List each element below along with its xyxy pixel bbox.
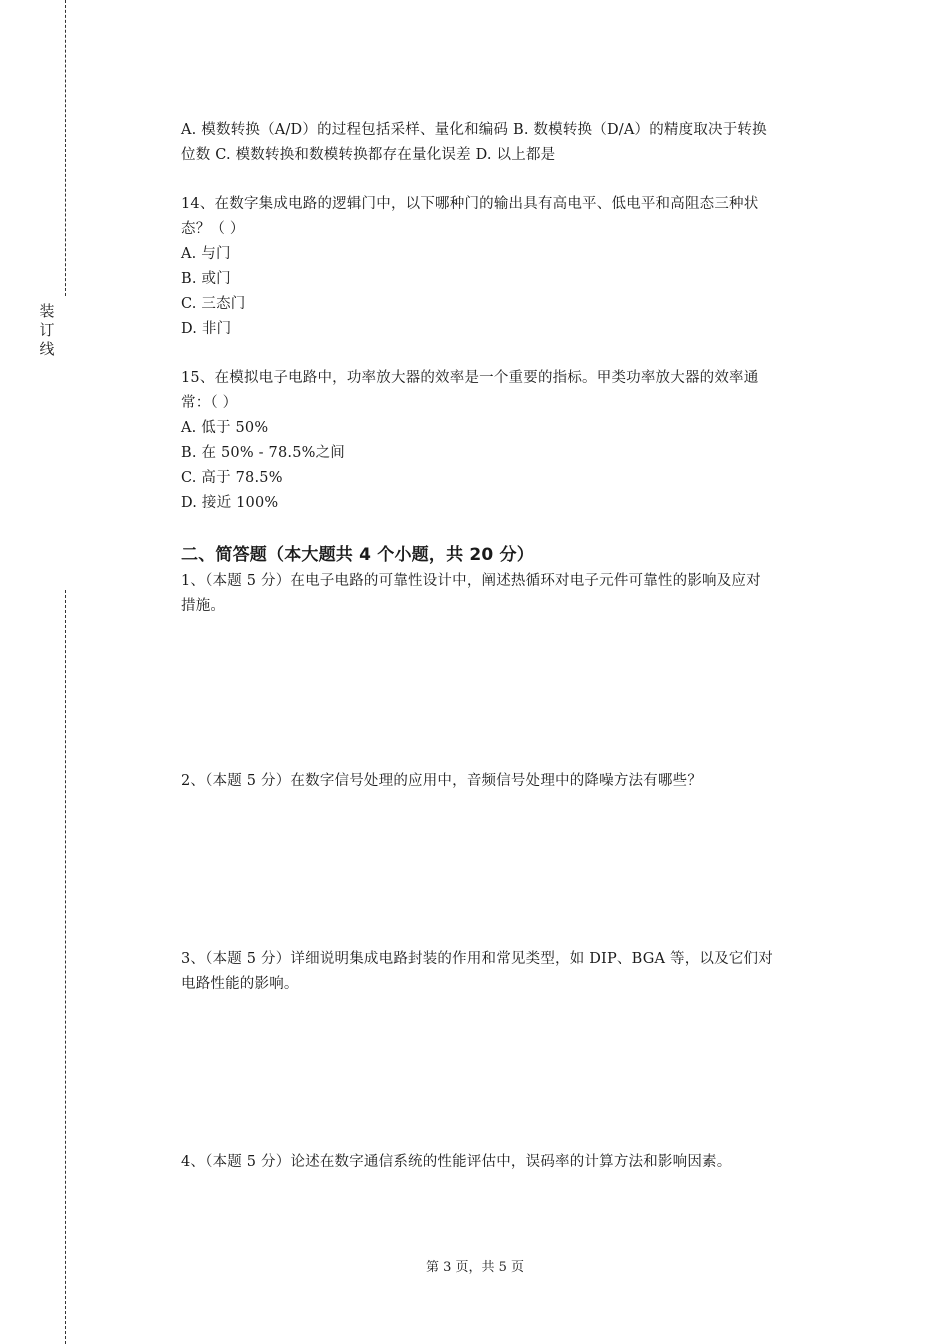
options-line: A. 模数转换（A/D）的过程包括采样、量化和编码 B. 数模转换（D/A）的精度取决于转换 [181, 122, 767, 138]
option-c: C. 高于 78.5% [181, 470, 283, 486]
question-stem: 4、（本题 5 分）论述在数字通信系统的性能评估中，误码率的计算方法和影响因素。 [181, 1154, 732, 1170]
question-stem: 常：（ ） [181, 395, 238, 411]
question-stem: 2、（本题 5 分）在数字信号处理的应用中，音频信号处理中的降噪方法有哪些？ [181, 773, 703, 789]
binding-dashed-line-bottom [65, 590, 66, 1344]
exam-content [181, 118, 841, 1175]
question-stem: 14、在数字集成电路的逻辑门中，以下哪种门的输出具有高电平、低电平和高阻态三种状 [181, 196, 759, 212]
answer-space [181, 997, 841, 1150]
option-b: B. 或门 [181, 271, 231, 287]
question-stem: 15、在模拟电子电路中，功率放大器的效率是一个重要的指标。甲类功率放大器的效率通 [181, 370, 759, 386]
binding-char: 装 [39, 302, 55, 320]
question-14 [181, 192, 841, 342]
question-stem: 措施。 [181, 598, 226, 614]
short-answer-question-4 [181, 1150, 841, 1175]
short-answer-question-1 [181, 569, 841, 619]
answer-space [181, 619, 841, 769]
section-title: 二、简答题（本大题共 4 个小题，共 20 分） [181, 545, 534, 565]
question-stem: 态？（ ） [181, 221, 245, 237]
option-a: A. 低于 50% [181, 420, 269, 436]
binding-char: 订 [39, 321, 55, 339]
binding-dashed-line-top [65, 0, 66, 296]
question-stem: 3、（本题 5 分）详细说明集成电路封装的作用和常见类型，如 DIP、BGA 等，以及它们对 [181, 951, 773, 967]
option-d: D. 接近 100% [181, 495, 279, 511]
binding-line-label [38, 302, 56, 359]
page-number-footer: 第 3 页，共 5 页 [425, 1260, 525, 1275]
option-d: D. 非门 [181, 321, 232, 337]
binding-char: 线 [39, 340, 55, 358]
question-stem: 1、（本题 5 分）在电子电路的可靠性设计中，阐述热循环对电子元件可靠性的影响及应对 [181, 573, 761, 589]
option-b: B. 在 50% - 78.5%之间 [181, 445, 345, 461]
short-answer-question-2 [181, 769, 841, 794]
question-15 [181, 366, 841, 516]
short-answer-question-3 [181, 947, 841, 997]
options-line: 位数 C. 模数转换和数模转换都存在量化误差 D. 以上都是 [181, 147, 556, 163]
answer-space [181, 794, 841, 947]
question-13-options [181, 118, 841, 168]
question-stem: 电路性能的影响。 [181, 976, 299, 992]
option-c: C. 三态门 [181, 296, 246, 312]
option-a: A. 与门 [181, 246, 231, 262]
